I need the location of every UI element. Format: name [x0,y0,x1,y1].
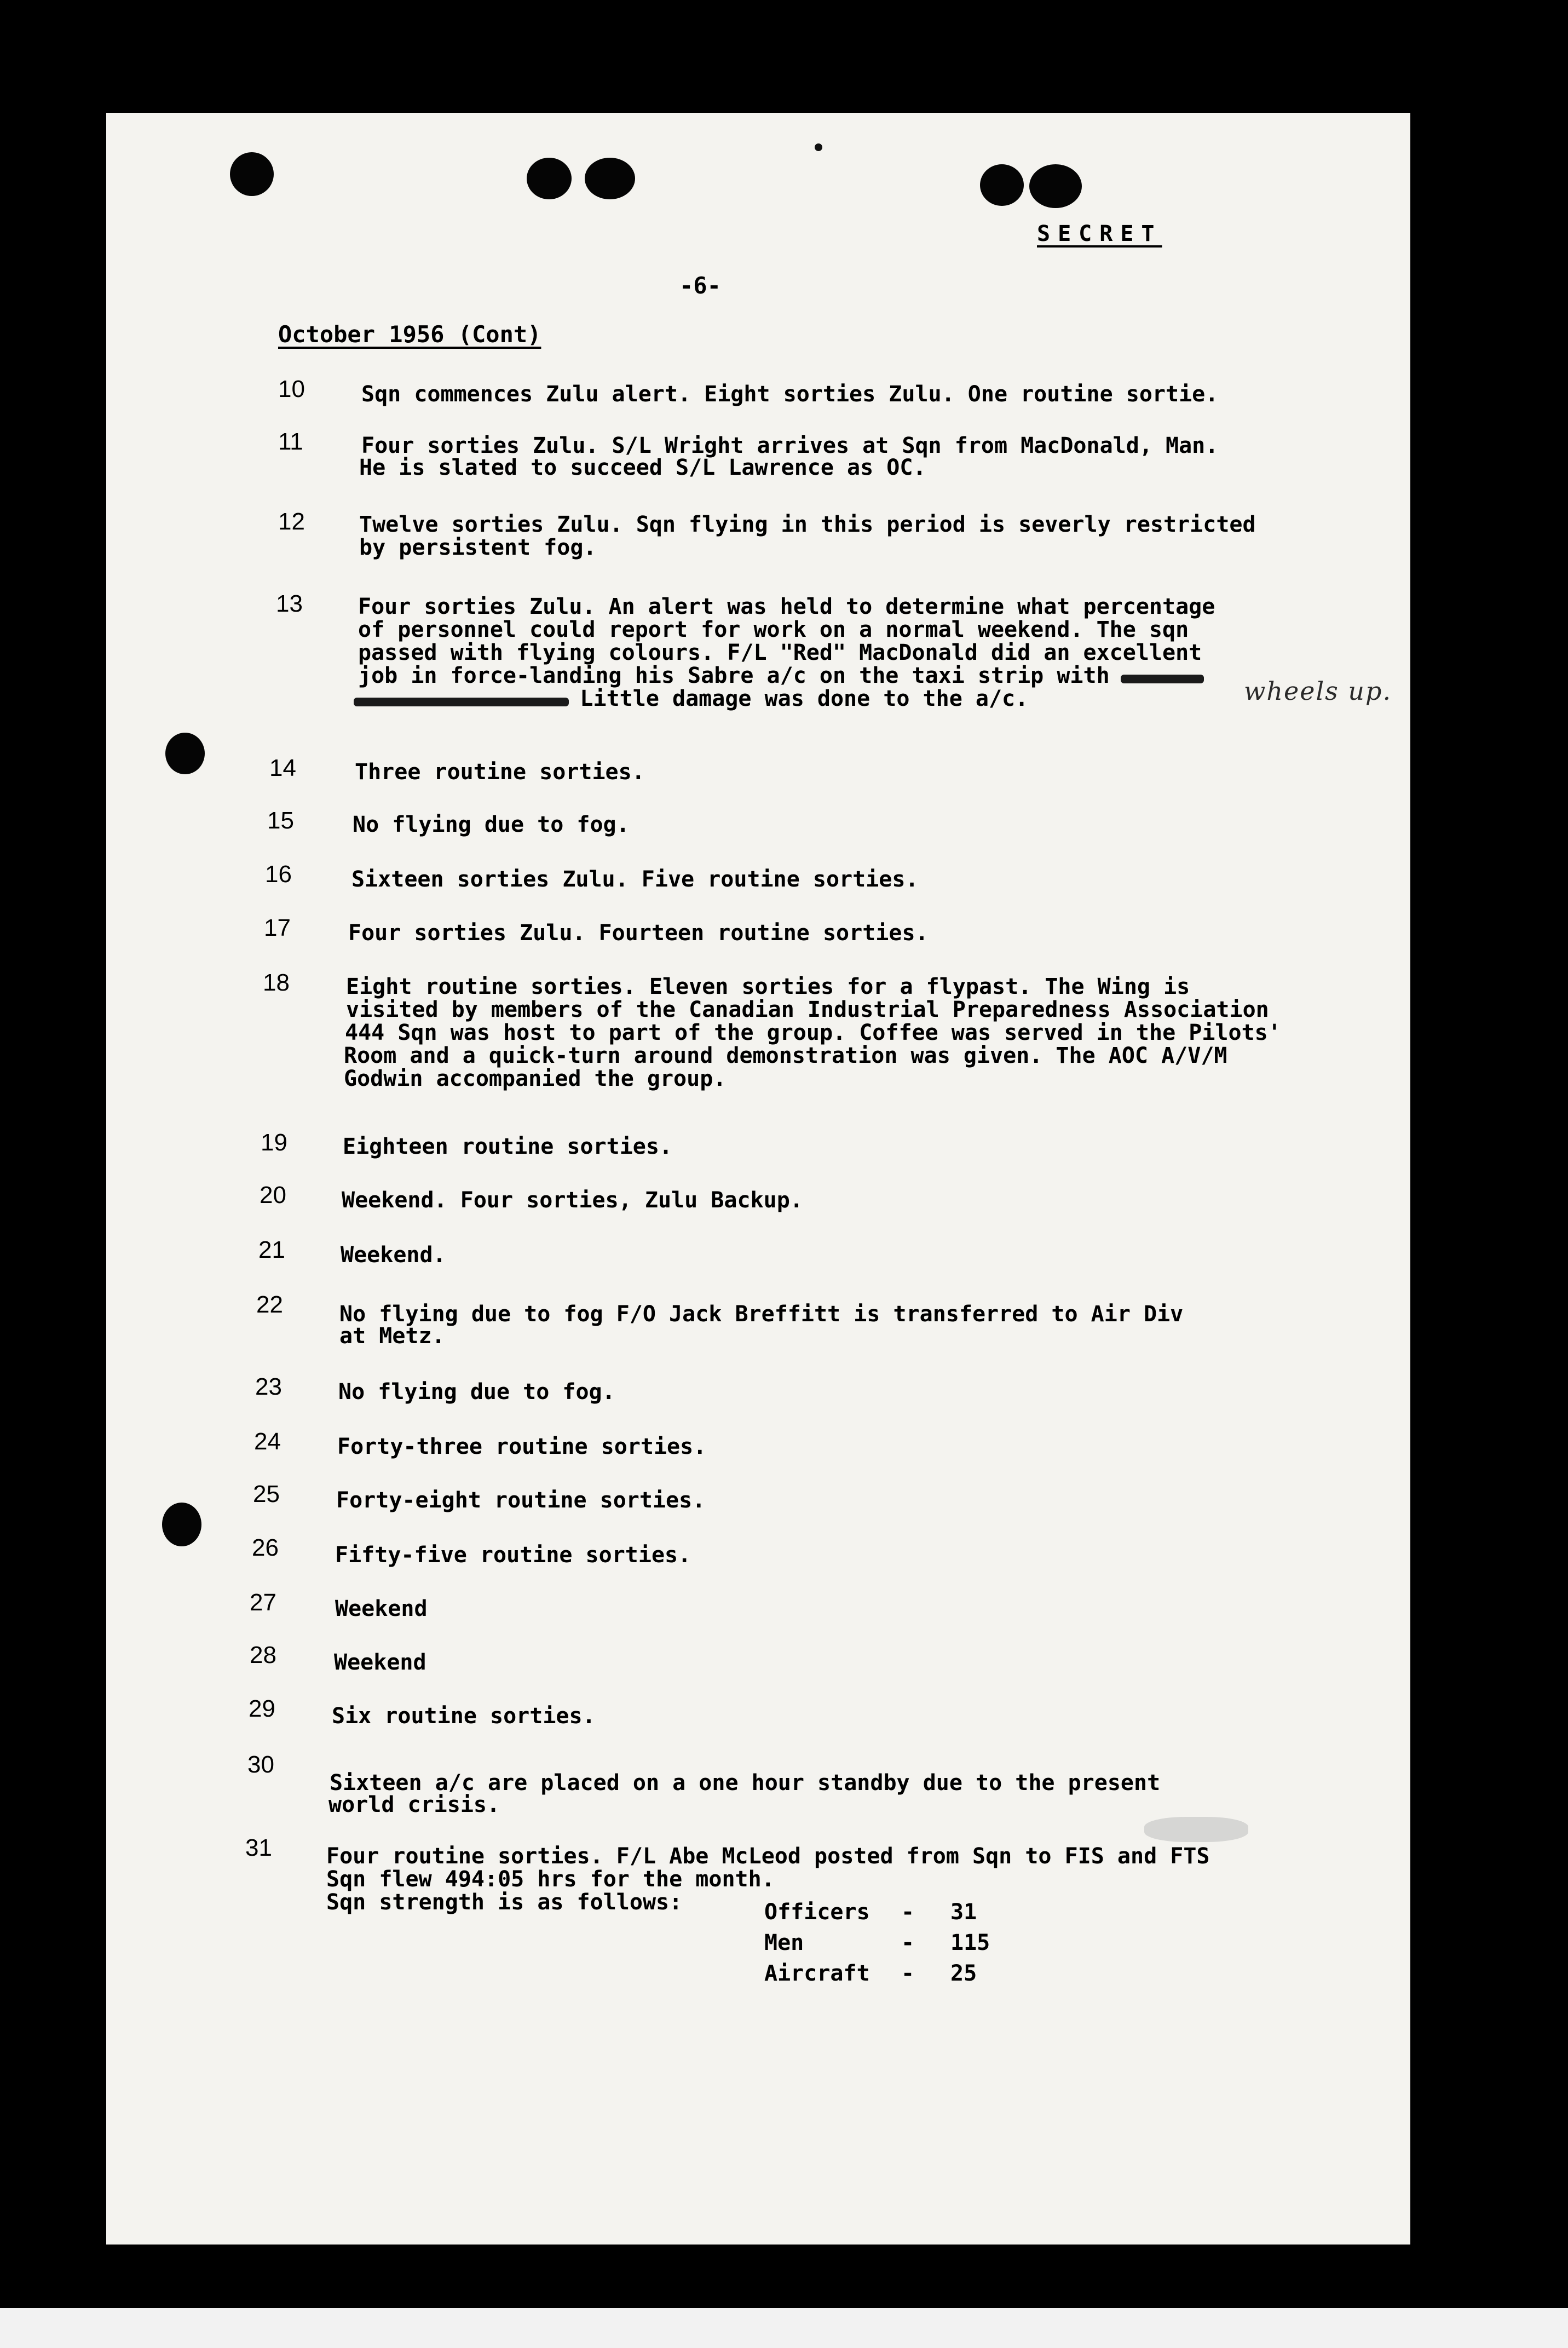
entry-line-text: Little damage was done to the a/c. [580,686,1029,711]
entry-day: 18 [263,969,290,996]
page-number: -6- [679,272,721,299]
entry-day: 24 [254,1428,281,1455]
entry-line: Godwin accompanied the group. [344,1066,727,1091]
punch-hole [585,158,635,199]
entry-line: by persistent fog. [359,535,597,560]
entry-line: Four sorties Zulu. An alert was held to determine what percentage [358,594,1215,619]
entry-line: of personnel could report for work on a normal weekend. The sqn [358,617,1189,642]
handwritten-correction: wheels up. [1244,676,1392,706]
entry-day: 25 [253,1481,280,1507]
strength-value: 25 [950,1961,977,1986]
entry-line: Four sorties Zulu. S/L Wright arrives at Sqn from MacDonald, Man. [361,433,1219,458]
entry-line: Sqn commences Zulu alert. Eight sorties Zulu. One routine sortie. [361,382,1219,407]
entry-line: Eight routine sorties. Eleven sorties for a flypast. The Wing is [346,974,1190,999]
entry-day: 23 [255,1373,282,1400]
bottom-margin-strip [0,2308,1568,2348]
entry-day: 26 [252,1534,279,1561]
entry-line: Forty-three routine sorties. [337,1434,707,1459]
entry-day: 19 [261,1129,287,1156]
entry-line: Room and a quick-turn around demonstration was given. The AOC A/V/M [344,1043,1227,1068]
strength-dash: - [901,1900,915,1925]
entry-day: 14 [269,755,296,781]
entry-day: 28 [250,1642,276,1668]
entry-day: 12 [278,508,305,535]
entry-line [356,687,1028,711]
entry-line: Sqn flew 494:05 hrs for the month. [326,1867,775,1892]
entry-line: Weekend. [341,1242,446,1268]
strength-dash: - [901,1930,915,1955]
entry-line: No flying due to fog. [353,812,630,837]
paper-smudge [1144,1817,1248,1842]
strength-value: 115 [950,1930,990,1955]
entry-day: 13 [276,590,303,617]
entry-line: Weekend [335,1596,428,1621]
entry-line: Sixteen a/c are placed on a one hour standby due to the present [330,1770,1161,1795]
entry-line: He is slated to succeed S/L Lawrence as OC. [359,455,926,480]
entry-line [358,664,1202,688]
entry-line: Six routine sorties. [332,1704,596,1729]
punch-hole [162,1503,201,1546]
entry-day: 20 [260,1182,286,1208]
entry-day: 11 [278,428,303,455]
entry-day: 21 [258,1236,285,1263]
strength-label: Officers [764,1900,870,1925]
punch-hole [230,152,274,196]
entry-line: Sixteen sorties Zulu. Five routine sorties. [351,867,919,892]
entry-line-text: job in force-landing his Sabre a/c on the taxi strip with [358,663,1110,688]
entry-day: 29 [249,1695,275,1722]
entry-day: 17 [264,914,291,941]
punch-hole [1029,164,1082,208]
entry-line: passed with flying colours. F/L "Red" MacDonald did an excellent [358,640,1202,665]
entry-day: 10 [278,376,305,402]
entry-line: Eighteen routine sorties. [343,1134,673,1159]
entry-line: Weekend. Four sorties, Zulu Backup. [342,1188,803,1213]
entry-day: 31 [245,1834,272,1861]
strength-label: Men [764,1930,804,1955]
struck-out-text [1123,663,1202,688]
entry-line: Four sorties Zulu. Fourteen routine sorties. [348,920,929,946]
entry-line: Four routine sorties. F/L Abe McLeod posted from Sqn to FIS and FTS [326,1844,1210,1869]
entry-day: 15 [267,807,294,834]
punch-hole [165,733,205,774]
entry-day: 30 [247,1751,274,1778]
punch-hole [980,164,1024,206]
strength-label: Aircraft [764,1961,870,1986]
classification-marking: SECRET [1037,221,1162,246]
entry-line: Weekend [334,1650,426,1675]
entry-line: visited by members of the Canadian Industrial Preparedness Association [346,997,1269,1022]
entry-day: 22 [256,1291,283,1318]
entry-line: 444 Sqn was host to part of the group. Coffee was served in the Pilots' [345,1020,1281,1045]
entry-line: Fifty-five routine sorties. [335,1543,691,1568]
section-heading: October 1956 (Cont) [278,321,541,348]
entry-day: 27 [250,1589,276,1616]
struck-out-text [356,686,567,711]
entry-day: 16 [265,861,292,888]
entry-line: Twelve sorties Zulu. Sqn flying in this period is severly restricted [359,512,1256,537]
entry-line: Forty-eight routine sorties. [336,1488,706,1513]
stray-mark [815,143,822,151]
strength-dash: - [901,1961,915,1986]
punch-hole [527,158,572,199]
entry-line: at Metz. [339,1323,445,1349]
entry-line: No flying due to fog F/O Jack Breffitt is transferred to Air Div [339,1302,1184,1327]
entry-line: world crisis. [328,1792,500,1817]
strength-value: 31 [950,1900,977,1925]
entry-line: Sqn strength is as follows: [326,1890,683,1915]
entry-line: No flying due to fog. [338,1379,615,1405]
entry-line: Three routine sorties. [355,759,645,785]
